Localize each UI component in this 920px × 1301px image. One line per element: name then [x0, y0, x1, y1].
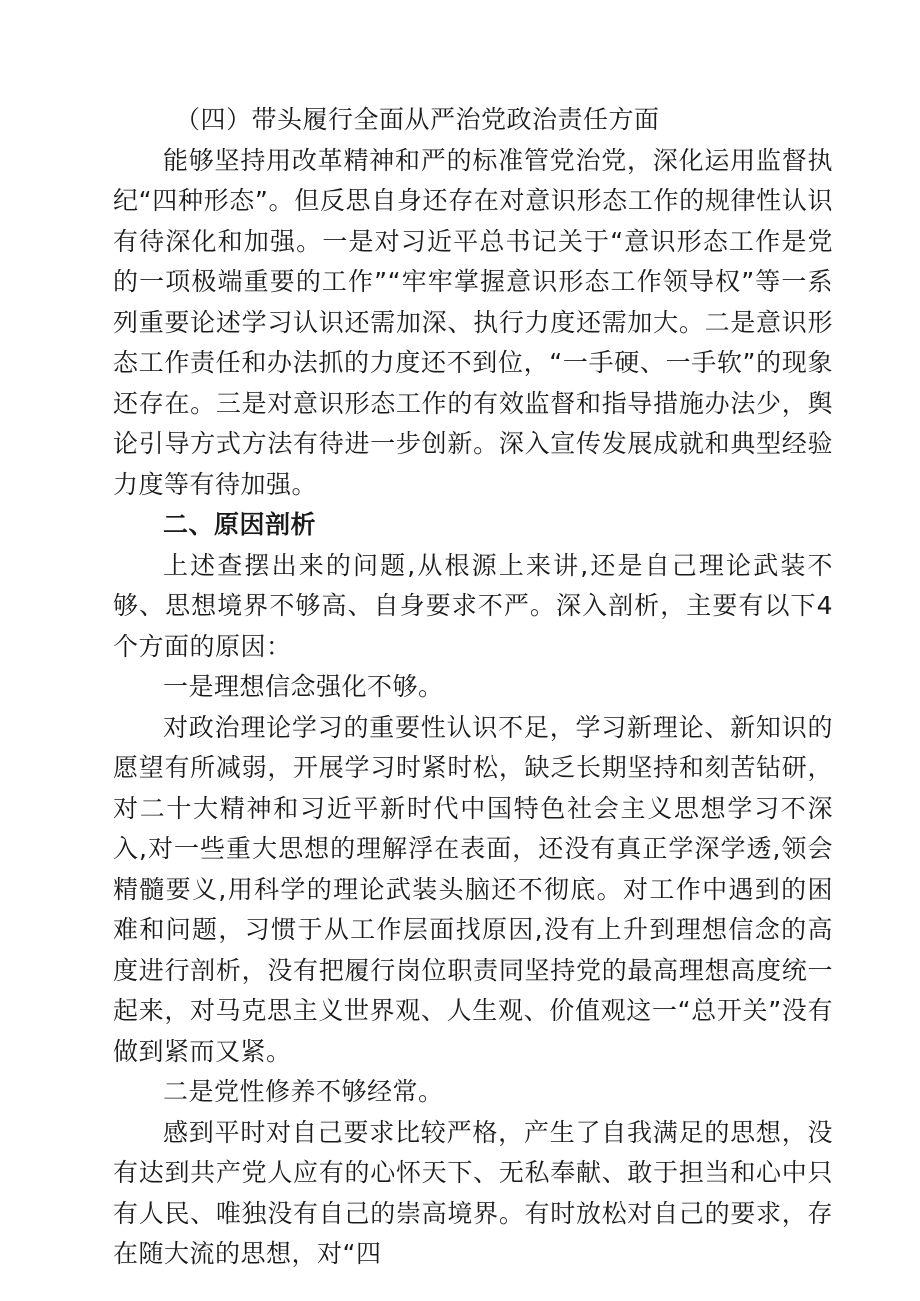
reason-2-heading: 二是党性修养不够经常。: [163, 1077, 444, 1106]
document-body: [113, 100, 833, 1275]
section-4-heading: （四）带头履行全面从严治党政治责任方面: [175, 105, 660, 134]
reason-2-paragraph: 感到平时对自己要求比较严格，产生了自我满足的思想，没有达到共产党人应有的心怀天下、无私奉献、敢于担当和心中只有人民、唯独没有自己的崇高境界。有时放松对自己的要求，存在随大流的思想，对“四: [113, 1117, 833, 1268]
reason-1-paragraph: 对政治理论学习的重要性认识不足，学习新理论、新知识的愿望有所减弱，开展学习时紧时松，缺乏长期坚持和刻苦钻研，对二十大精神和习近平新时代中国特色社会主义思想学习不深入,对一些重大思想的理解浮在表面，还没有真正学深学透,领会精髓要义,用科学的理论武装头脑还不彻底。对工作中遇到的困难和问题，习惯于从工作层面找原因,没有上升到理想信念的高度进行剖析，没有把履行岗位职责同坚持党的最高理想高度统一起来，对马克思主义世界观、人生观、价值观这一“总开关”没有做到紧而又紧。: [113, 712, 833, 1066]
reason-1-heading: 一是理想信念强化不够。: [163, 672, 444, 701]
section-2-intro-paragraph: 上述查摆出来的问题,从根源上来讲,还是自己理论武装不够、思想境界不够高、自身要求不严。深入剖析，主要有以下4个方面的原因：: [113, 550, 833, 661]
section-2-heading: 二、原因剖析: [163, 510, 317, 539]
section-4-paragraph: 能够坚持用改革精神和严的标准管党治党，深化运用监督执纪“四种形态”。但反思自身还存在对意识形态工作的规律性认识有待深化和加强。一是对习近平总书记关于“意识形态工作是党的一项极端重要的工作”“牢牢掌握意识形态工作领导权”等一系列重要论述学习认识还需加深、执行力度还需加大。二是意识形态工作责任和办法抓的力度还不到位，“一手硬、一手软”的现象还存在。三是对意识形态工作的有效监督和指导措施办法少，舆论引导方式方法有待进一步创新。深入宣传发展成就和典型经验力度等有待加强。: [113, 145, 833, 499]
